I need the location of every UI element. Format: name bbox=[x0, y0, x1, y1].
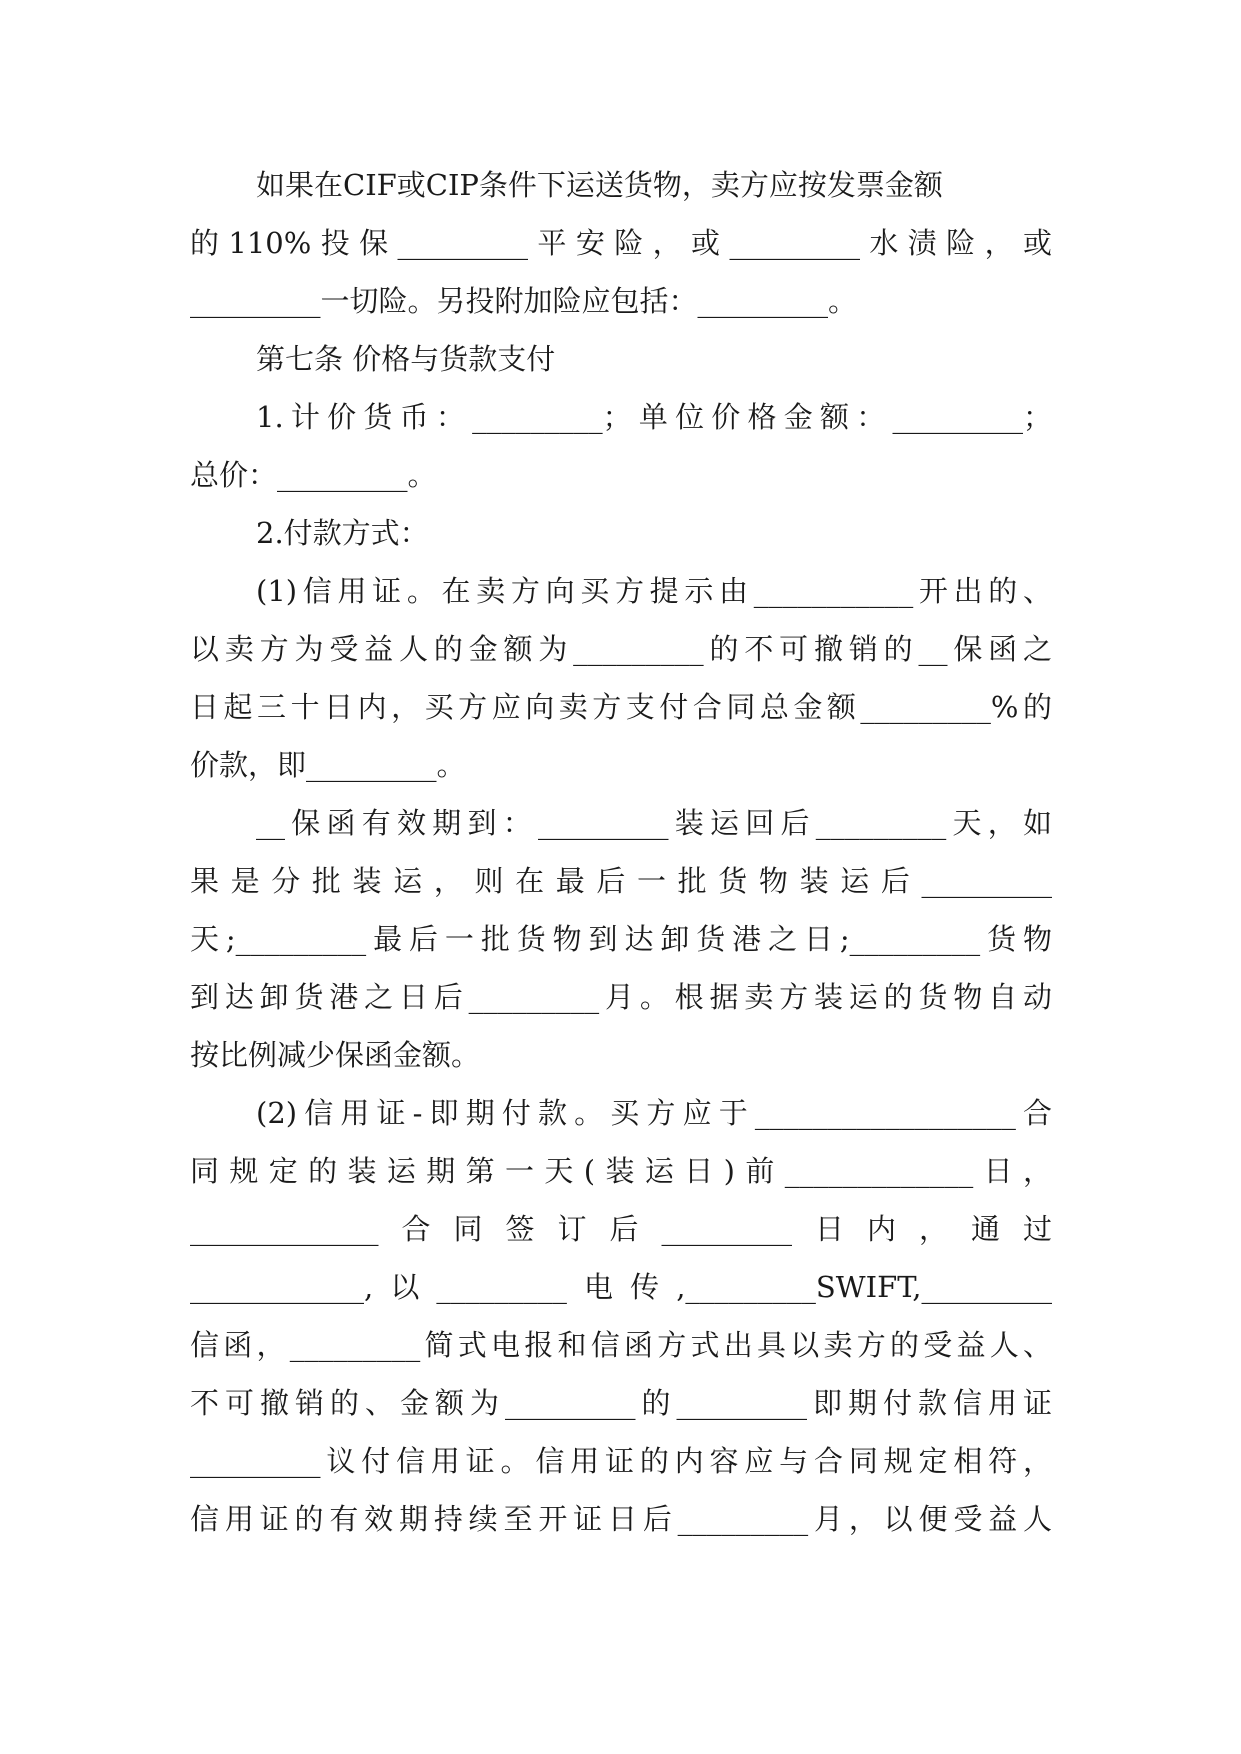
paragraph-line: _________一切险。另投附加险应包括：_________。 bbox=[190, 284, 858, 318]
paragraph-line: 以卖方为受益人的金额为_________的不可撤销的__保函之 bbox=[190, 632, 1052, 666]
paragraph-line: ____________,以_________电传,_________SWIFT,_________ bbox=[190, 1270, 1052, 1304]
paragraph-line: 的110%投保_________平安险，或_________水渍险，或 bbox=[190, 226, 1052, 260]
paragraph-line: __保函有效期到：_________装运回后_________天，如 bbox=[256, 806, 1052, 840]
paragraph-line: 果是分批装运，则在最后一批货物装运后_________ bbox=[190, 864, 1052, 898]
section-heading: 第七条 价格与货款支付 bbox=[256, 342, 556, 376]
paragraph-line: 如果在CIF或CIP条件下运送货物，卖方应按发票金额 bbox=[256, 168, 943, 202]
paragraph-line: 不可撤销的、金额为_________的_________即期付款信用证 bbox=[190, 1386, 1052, 1420]
paragraph-line: _____________合同签订后_________日内，通过 bbox=[190, 1212, 1052, 1246]
paragraph-line: 天;_________最后一批货物到达卸货港之日;_________货物 bbox=[190, 922, 1052, 956]
paragraph-line: 2.付款方式： bbox=[256, 516, 429, 550]
paragraph-line: 信函，_________简式电报和信函方式出具以卖方的受益人、 bbox=[190, 1328, 1052, 1362]
paragraph-line: 价款，即_________。 bbox=[190, 748, 466, 782]
paragraph-line: 同规定的装运期第一天(装运日)前_____________日， bbox=[190, 1154, 1052, 1188]
paragraph-line: (1)信用证。在卖方向买方提示由___________开出的、 bbox=[256, 574, 1052, 608]
paragraph-line: 到达卸货港之日后_________月。根据卖方装运的货物自动 bbox=[190, 980, 1052, 1014]
paragraph-line: 总价：_________。 bbox=[190, 458, 437, 492]
paragraph-line: 1.计价货币：_________；单位价格金额：_________； bbox=[256, 400, 1052, 434]
paragraph-line: (2)信用证-即期付款。买方应于__________________合 bbox=[256, 1096, 1052, 1130]
paragraph-line: 日起三十日内，买方应向卖方支付合同总金额_________%的 bbox=[190, 690, 1052, 724]
paragraph-line: _________议付信用证。信用证的内容应与合同规定相符， bbox=[190, 1444, 1052, 1478]
paragraph-line: 按比例减少保函金额。 bbox=[190, 1038, 481, 1072]
paragraph-line: 信用证的有效期持续至开证日后_________月，以便受益人 bbox=[190, 1502, 1052, 1536]
